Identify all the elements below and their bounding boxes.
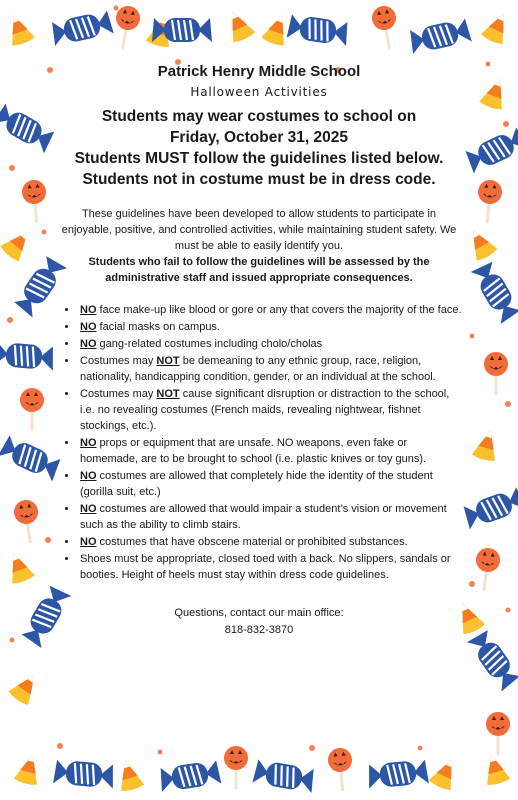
rule-text: props or equipment that are unsafe. NO weapons, even fake or homemade, are to be brought to school (i.e. plastic knives or toy guns).: [80, 437, 427, 465]
candy-corn-icon: [114, 758, 145, 793]
confetti-dot: [114, 6, 119, 11]
confetti-dot: [486, 62, 491, 67]
rule-text: costumes that have obscene material or prohibited substances.: [96, 536, 408, 548]
candy-wrapper-icon: [53, 759, 115, 788]
pumpkin-lollipop-icon: [486, 712, 510, 754]
candy-wrapper-icon: [0, 341, 55, 370]
confetti-dot: [309, 745, 315, 751]
candy-corn-icon: [479, 75, 512, 111]
list-item: [78, 302, 462, 318]
rule-text: costumes are allowed that would impair a student’s vision or movement such as the ability to climb stairs.: [80, 503, 447, 531]
confetti-dot: [7, 317, 13, 323]
subtitle: Halloween Activities: [190, 85, 328, 99]
headline-line: Students MUST follow the guidelines listed below.: [74, 150, 444, 167]
candy-wrapper-icon: [464, 126, 518, 173]
confetti-dot: [9, 165, 15, 171]
candy-corn-icon: [471, 428, 502, 463]
candy-corn-icon: [13, 752, 44, 787]
rule-emphasis: NO: [80, 536, 97, 548]
candy-corn-icon: [428, 755, 462, 792]
rule-lead: Costumes may: [80, 388, 157, 400]
candy-corn-icon: [3, 11, 36, 47]
confetti-dot: [10, 638, 15, 643]
list-item: [78, 534, 462, 550]
contact-phone: 818-832-3870: [224, 624, 294, 636]
pumpkin-lollipop-icon: [20, 388, 44, 430]
confetti-dot: [469, 581, 475, 587]
rule-text: face make-up like blood or gore or any that covers the majority of the face.: [96, 304, 462, 316]
rule-emphasis: NO: [80, 321, 97, 333]
rule-text: costumes are allowed that completely hide the identity of the student (gorilla suit, etc.): [80, 470, 433, 498]
list-item: [78, 386, 462, 434]
headline-line: Students may wear costumes to school on: [101, 108, 417, 125]
candy-corn-icon: [3, 549, 36, 585]
rule-text: gang-related costumes including cholo/cholas: [96, 338, 323, 350]
confetti-dot: [470, 334, 475, 339]
confetti-dot: [45, 537, 51, 543]
candy-wrapper-icon: [408, 18, 472, 54]
rule-emphasis: NO: [80, 470, 97, 482]
candy-wrapper-icon: [467, 629, 518, 692]
list-item: [78, 501, 462, 533]
headline-line: Students not in costume must be in dress code.: [82, 171, 436, 188]
headline: [56, 106, 462, 190]
confetti-dot: [158, 750, 163, 755]
warning-text: Students who fail to follow the guidelines will be assessed by the administrative staff and issued appropriate consequences.: [88, 256, 430, 284]
candy-corn-icon: [480, 752, 511, 787]
pumpkin-lollipop-icon: [224, 746, 248, 788]
contact-label: Questions, contact our main office:: [174, 607, 344, 619]
rule-text: cause significant disruption or distraction to the school, i.e. no revealing costumes (French maids, revealing nightwear, fishnet stockings, etc.).: [80, 388, 450, 432]
candy-wrapper-icon: [50, 10, 114, 46]
list-item: [78, 353, 462, 385]
candy-wrapper-icon: [0, 434, 62, 481]
candy-corn-icon: [0, 224, 37, 262]
rule-emphasis: NOT: [156, 388, 180, 400]
confetti-dot: [57, 743, 63, 749]
rule-emphasis: NO: [80, 338, 97, 350]
confetti-dot: [505, 401, 511, 407]
confetti-dot: [506, 608, 511, 613]
confetti-dot: [42, 230, 47, 235]
guidelines-list: [56, 302, 462, 583]
candy-wrapper-icon: [0, 103, 56, 154]
candy-corn-icon: [7, 668, 44, 706]
school-name: Patrick Henry Middle School: [157, 63, 361, 80]
confetti-dot: [503, 121, 509, 127]
list-item: [78, 468, 462, 500]
list-item: [78, 435, 462, 467]
pumpkin-lollipop-icon: [370, 4, 401, 50]
rule-text: be demeaning to any ethnic group, race, religion, nationality, handicapping condition, gender, or an individual at the school.: [80, 355, 436, 383]
pumpkin-lollipop-icon: [327, 747, 355, 791]
candy-corn-icon: [463, 224, 499, 262]
rule-text: Shoes must be appropriate, closed toed with a back. No slippers, sandals or booties. Height of heels must stay within dress code guidelines.: [80, 553, 451, 581]
pumpkin-lollipop-icon: [21, 179, 49, 223]
flyer-content: [56, 62, 462, 639]
pumpkin-lollipop-icon: [484, 352, 508, 394]
candy-corn-icon: [480, 9, 514, 46]
intro-text: These guidelines have been developed to allow students to participate in enjoyable, positive, and controlled activities, while maintaining student safety. We must be able to easily identify you.: [61, 208, 457, 252]
candy-wrapper-icon: [287, 14, 350, 46]
candy-corn-icon: [261, 11, 294, 47]
rule-emphasis: NO: [80, 503, 97, 515]
candy-corn-icon: [222, 7, 256, 44]
rule-lead: Costumes may: [80, 355, 157, 367]
rule-emphasis: NOT: [156, 355, 180, 367]
candy-wrapper-icon: [471, 260, 518, 324]
candy-wrapper-icon: [159, 760, 222, 792]
headline-line: Friday, October 31, 2025: [169, 129, 349, 146]
candy-wrapper-icon: [367, 759, 429, 788]
candy-wrapper-icon: [462, 486, 518, 529]
pumpkin-lollipop-icon: [475, 179, 503, 223]
list-item: [78, 336, 462, 352]
rule-text: facial masks on campus.: [96, 321, 220, 333]
pumpkin-lollipop-icon: [472, 546, 502, 591]
rule-emphasis: NO: [80, 304, 97, 316]
confetti-dot: [47, 67, 53, 73]
pumpkin-lollipop-icon: [111, 4, 142, 50]
rule-emphasis: NO: [80, 437, 97, 449]
confetti-dot: [418, 746, 423, 751]
list-item: [78, 319, 462, 335]
pumpkin-lollipop-icon: [12, 498, 42, 543]
list-item: [78, 551, 462, 583]
candy-wrapper-icon: [252, 759, 315, 793]
contact-info: [56, 605, 462, 639]
